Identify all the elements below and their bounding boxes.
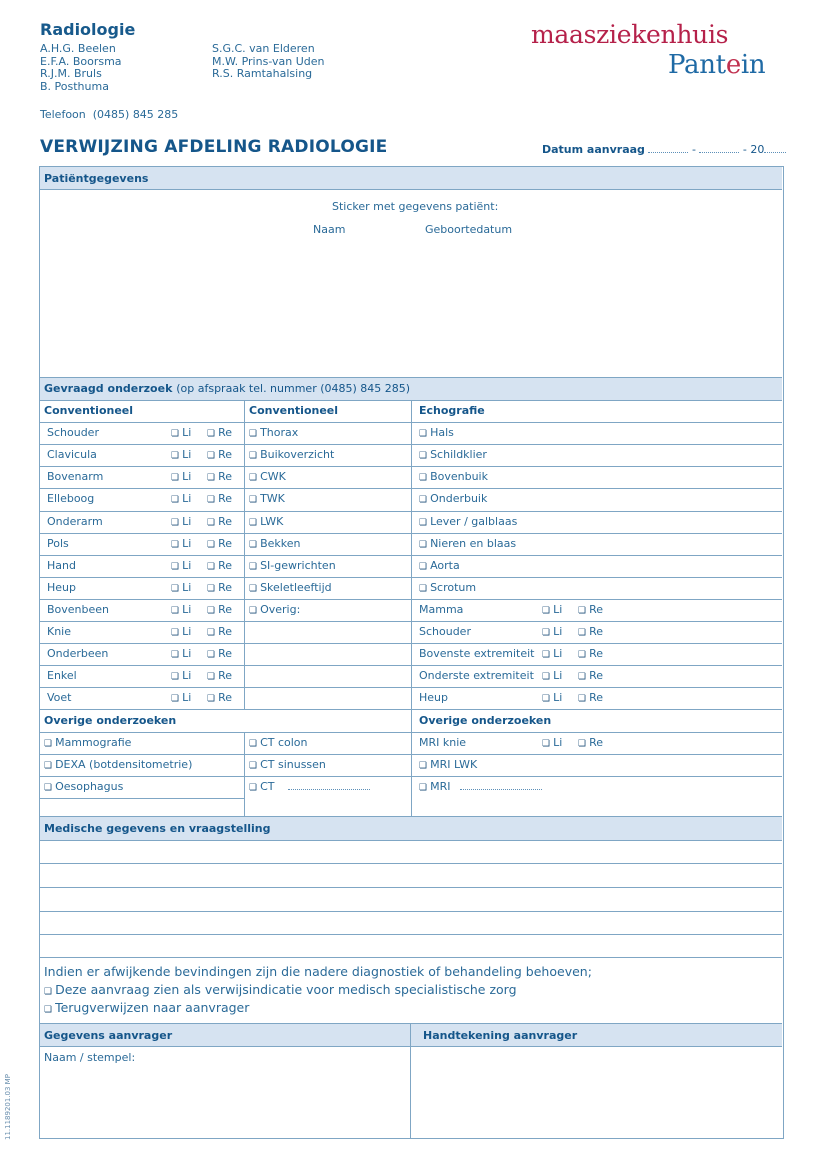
exam-label: Onderste extremiteit [419,669,534,683]
side-label: Re [218,691,232,705]
checkbox-left[interactable] [542,647,562,660]
staff-list-right [212,43,324,81]
exam-option-conventional[interactable] [249,537,300,550]
side-label: Re [218,514,232,528]
exam-label: Skeletleeftijd [260,580,332,594]
followup-text: Indien er afwijkende bevindingen zijn die nadere diagnostiek of behandeling behoeven; [44,964,592,979]
date-day-field[interactable] [648,144,688,153]
exam-row-conventional [40,559,244,573]
checkbox-left[interactable] [171,426,191,439]
side-label: Re [589,669,603,683]
checkbox-icon[interactable]: ❏ [542,650,551,661]
checkbox-icon[interactable]: ❏ [207,650,216,661]
exam-row-echography [40,691,603,705]
logo-pantein [668,50,765,80]
checkbox-left[interactable] [542,625,562,638]
exam-row-echography [40,647,603,661]
exam-option-conventional[interactable] [249,448,334,461]
staff-name: R.S. Ramtahalsing [212,67,313,80]
checkbox-right[interactable] [578,691,603,704]
checkbox-left[interactable] [171,581,191,594]
checkbox-left[interactable] [542,736,562,749]
checkbox-right[interactable] [207,581,232,594]
divider [40,840,782,841]
exam-label: Hals [430,426,454,440]
side-label: Re [218,669,232,683]
side-label: Re [589,625,603,638]
exam-label: LWK [260,514,284,528]
exam-label: CT colon [260,735,308,749]
referral-form [39,166,784,1139]
exam-option-other[interactable] [44,780,123,793]
side-label: Li [182,514,192,528]
patient-sticker-area[interactable] [40,191,782,377]
checkbox-left[interactable] [542,669,562,682]
exam-label: Onderbuik [430,492,488,506]
exam-label: Lever / galblaas [430,514,518,528]
exam-label: Mammografie [55,735,132,749]
exam-label: Pols [47,536,69,550]
requester-details-title: Gegevens aanvrager [44,1029,173,1042]
checkbox-icon[interactable]: ❏ [207,583,216,594]
exam-row-conventional [40,448,244,462]
checkbox-icon[interactable]: ❏ [44,1005,53,1015]
exam-label: Scrotum [430,580,477,594]
exam-label: Schildklier [430,448,487,462]
exam-option-echography[interactable] [419,515,517,528]
phone-number: Telefoon (0485) 845 285 [40,108,179,121]
side-label: Li [182,492,192,506]
exam-label: Heup [419,691,448,705]
exam-label: Mamma [419,602,464,616]
checkbox-icon[interactable]: ❏ [171,605,180,616]
exam-option-echography[interactable] [419,426,454,439]
checkbox-icon[interactable]: ❏ [207,694,216,705]
sticker-label: Sticker met gegevens patiënt: [332,200,499,213]
exam-label: TWK [260,492,285,506]
divider [410,1024,411,1138]
side-label: Li [182,647,192,661]
side-label: Li [553,602,563,616]
name-stamp-field[interactable] [40,1048,410,1138]
checkbox-icon[interactable]: ❏ [542,738,551,749]
other-exams-heading-left: Overige onderzoeken [44,714,177,728]
side-label: Re [589,647,603,661]
exam-option-ct[interactable] [249,780,370,793]
side-label: Li [182,558,192,572]
side-label: Li [182,470,192,484]
checkbox-icon[interactable]: ❏ [578,672,587,683]
writing-line[interactable] [40,957,782,958]
exam-label: Voet [47,691,72,705]
exam-row-conventional [40,492,244,506]
checkbox-icon[interactable]: ❏ [171,539,180,550]
exam-label: CT [260,779,275,793]
divider [40,1046,782,1047]
exam-label: Schouder [47,426,99,440]
side-label: Re [218,470,232,484]
form-code: 11.1189201.03 MP [4,1074,12,1140]
exam-label: Hand [47,558,76,572]
staff-name: S.G.C. van Elderen [212,42,315,55]
checkbox-icon[interactable]: ❏ [207,561,216,572]
checkbox-right[interactable] [578,625,603,638]
divider [40,798,244,799]
exam-row-conventional [40,537,244,551]
side-label: Re [589,602,603,616]
exam-option-echography[interactable] [419,470,488,483]
divider [40,754,782,755]
checkbox-icon[interactable]: ❏ [171,495,180,506]
exam-option-echography[interactable] [419,559,460,572]
checkbox-icon[interactable]: ❏ [207,672,216,683]
exam-label: Bovenarm [47,470,104,484]
exam-label: MRI [430,779,451,793]
exam-label: Buikoverzicht [260,448,335,462]
side-label: Li [553,669,563,683]
exam-label: Oesophagus [55,779,124,793]
exam-row-conventional [40,470,244,484]
exam-option-conventional[interactable] [249,470,286,483]
side-label: Li [553,625,563,638]
checkbox-left[interactable] [542,691,562,704]
checkbox-icon[interactable]: ❏ [207,517,216,528]
exam-label: DEXA (botdensitometrie) [55,757,193,771]
staff-name: A.H.G. Beelen [40,42,116,55]
exam-option-echography[interactable] [419,581,476,594]
requester-signature-title: Handtekening aanvrager [423,1029,578,1042]
exam-label: MRI LWK [430,757,478,771]
exam-row-echography [40,669,603,683]
staff-list-left [40,43,122,93]
exam-row-echography [40,602,603,617]
side-label: Re [589,735,603,749]
side-label: Re [218,426,232,440]
exam-option-echography[interactable] [419,492,487,505]
exam-label: MRI knie [419,735,467,749]
followup-option-return[interactable] [44,1000,249,1015]
exam-label: Onderbeen [47,647,109,661]
writing-line[interactable] [40,887,782,888]
checkbox-icon[interactable]: ❏ [542,628,551,638]
checkbox-right[interactable] [207,426,232,439]
exam-row-mri-knee [40,736,782,750]
department-title: Radiologie [40,20,136,39]
logo-hospital-name: maasziekenhuis [531,20,729,49]
staff-name: B. Posthuma [40,79,109,93]
form-title: VERWIJZING AFDELING RADIOLOGIE [40,137,388,157]
side-label: Re [218,625,232,638]
writing-line[interactable] [40,863,782,864]
exam-option-other[interactable] [44,758,192,771]
checkbox-left[interactable] [171,537,191,550]
col-heading-conventional-1: Conventioneel [44,404,134,417]
col-heading-echography: Echografie [419,404,485,417]
exam-title: Gevraagd onderzoek [44,382,173,395]
exam-label: Aorta [430,558,460,572]
exam-option-conventional[interactable] [249,492,285,505]
side-label: Li [182,536,192,550]
exam-label: Knie [47,625,72,638]
checkbox-icon[interactable]: ❏ [44,987,53,997]
exam-label: SI-gewrichten [260,558,336,572]
exam-section-title [44,382,410,395]
checkbox-right[interactable] [207,515,232,528]
exam-label: Bovenste extremiteit [419,647,535,661]
checkbox-right[interactable] [578,603,603,616]
side-label: Li [182,669,192,683]
checkbox-icon[interactable]: ❏ [171,561,180,572]
checkbox-icon[interactable]: ❏ [171,473,180,484]
checkbox-icon[interactable]: ❏ [207,495,216,506]
exam-label: CWK [260,470,286,484]
exam-label: CT sinussen [260,757,326,771]
side-label: Li [553,647,563,661]
exam-title-note: (op afspraak tel. nummer (0485) 845 285) [176,382,411,395]
side-label: Li [182,426,192,440]
side-label: Li [182,448,192,462]
exam-label: Nieren en blaas [430,536,517,550]
exam-option-ct[interactable] [249,758,326,771]
divider [40,776,782,777]
checkbox-icon[interactable]: ❏ [207,473,216,484]
divider [244,400,245,709]
checkbox-right[interactable] [207,559,232,572]
checkbox-icon[interactable]: ❏ [207,539,216,550]
exam-row-conventional [40,426,244,440]
logo-text: Pant [668,50,726,80]
side-label: Re [218,602,232,616]
exam-label: Bovenbeen [47,602,110,616]
exam-option-conventional[interactable] [249,515,283,528]
exam-row-conventional [40,581,244,595]
exam-label: Bekken [260,536,301,550]
exam-row-conventional [40,515,244,529]
exam-label: Elleboog [47,492,95,506]
checkbox-icon[interactable]: ❏ [171,429,180,440]
exam-option-conventional[interactable] [249,581,332,594]
checkbox-icon[interactable]: ❏ [171,451,180,462]
checkbox-icon[interactable]: ❏ [171,583,180,594]
date-label: Datum aanvraag [542,143,645,156]
medical-section-title: Medische gegevens en vraagstelling [44,822,271,835]
side-label: Li [182,602,192,616]
mri-specify-field[interactable] [460,781,542,790]
checkbox-icon[interactable]: ❏ [542,694,551,705]
checkbox-icon[interactable]: ❏ [578,605,587,616]
patient-section-title: Patiëntgegevens [44,172,149,185]
exam-label: Thorax [260,426,299,440]
divider [40,732,782,733]
side-label: Li [182,580,192,594]
exam-option-echography[interactable] [419,537,516,550]
checkbox-icon[interactable]: ❏ [207,605,216,616]
staff-name: E.F.A. Boorsma [40,54,122,68]
checkbox-icon[interactable]: ❏ [171,517,180,528]
side-label: Li [553,735,563,749]
checkbox-icon[interactable]: ❏ [578,694,587,705]
checkbox-icon[interactable]: ❏ [207,429,216,440]
checkbox-right[interactable] [207,537,232,550]
side-label: Re [218,536,232,550]
checkbox-icon[interactable]: ❏ [171,650,180,661]
followup-option-referral[interactable] [44,982,517,997]
exam-label: Heup [47,580,76,594]
patient-section-header [40,167,782,189]
checkbox-left[interactable] [171,448,191,461]
exam-option-echography[interactable] [419,448,487,461]
checkbox-icon[interactable]: ❏ [578,628,587,638]
side-label: Re [218,492,232,506]
checkbox-right[interactable] [207,492,232,505]
checkbox-icon[interactable]: ❏ [578,738,587,749]
checkbox-icon[interactable]: ❏ [171,672,180,683]
ct-specify-field[interactable] [288,781,370,790]
checkbox-icon[interactable]: ❏ [171,628,180,638]
exam-label: Clavicula [47,448,97,462]
exam-option-mri[interactable] [419,758,477,771]
side-label: Re [218,580,232,594]
checkbox-icon[interactable]: ❏ [207,451,216,462]
checkbox-left[interactable] [171,470,191,483]
exam-option-conventional[interactable] [249,559,336,572]
side-label: Li [553,691,563,705]
checkbox-right[interactable] [207,470,232,483]
side-label: Li [182,691,192,705]
signature-field[interactable] [412,1048,782,1138]
checkbox-right[interactable] [578,647,603,660]
col-heading-conventional-2: Conventioneel [249,404,339,417]
other-exams-heading-right: Overige onderzoeken [419,714,552,728]
side-label: Re [589,691,603,705]
exam-label: Enkel [47,669,77,683]
writing-line[interactable] [40,911,782,912]
exam-label: Overig: [260,602,301,616]
date-request [542,143,786,156]
staff-name: R.J.M. Bruls [40,67,102,80]
writing-line[interactable] [40,934,782,935]
checkbox-right[interactable] [207,448,232,461]
exam-row-echography [40,625,603,639]
checkbox-left[interactable] [171,515,191,528]
date-month-field[interactable] [699,144,739,153]
exam-label: Schouder [419,625,471,638]
exam-label: Onderarm [47,514,103,528]
option-label: Terugverwijzen naar aanvrager [55,1000,250,1015]
divider [411,400,412,818]
date-separator: - 20 [742,143,765,156]
name-stamp-label: Naam / stempel: [44,1051,136,1064]
logo-figure-e: e [725,50,741,80]
checkbox-left[interactable] [171,559,191,572]
date-separator: - [691,143,696,156]
exam-option-conventional[interactable] [249,426,298,439]
checkbox-left[interactable] [171,492,191,505]
checkbox-left[interactable] [542,603,562,616]
divider [40,189,782,190]
side-label: Re [218,448,232,462]
checkbox-icon[interactable]: ❏ [171,694,180,705]
checkbox-icon[interactable]: ❏ [578,650,587,661]
patient-dob-label: Geboortedatum [425,223,513,236]
checkbox-icon[interactable]: ❏ [542,605,551,616]
date-year-field[interactable] [764,144,786,153]
side-label: Re [218,558,232,572]
option-label: Deze aanvraag zien als verwijsindicatie voor medisch specialistische zorg [55,982,517,997]
side-label: Re [218,647,232,661]
checkbox-right[interactable] [578,669,603,682]
logo-text: in [740,50,766,80]
checkbox-icon[interactable]: ❏ [542,672,551,683]
patient-name-label: Naam [313,223,346,236]
exam-label: Bovenbuik [430,470,488,484]
side-label: Li [182,625,192,638]
staff-name: M.W. Prins-van Uden [212,54,325,68]
checkbox-icon[interactable]: ❏ [207,628,216,638]
checkbox-right[interactable] [578,736,603,749]
exam-option-mri[interactable] [419,780,542,793]
